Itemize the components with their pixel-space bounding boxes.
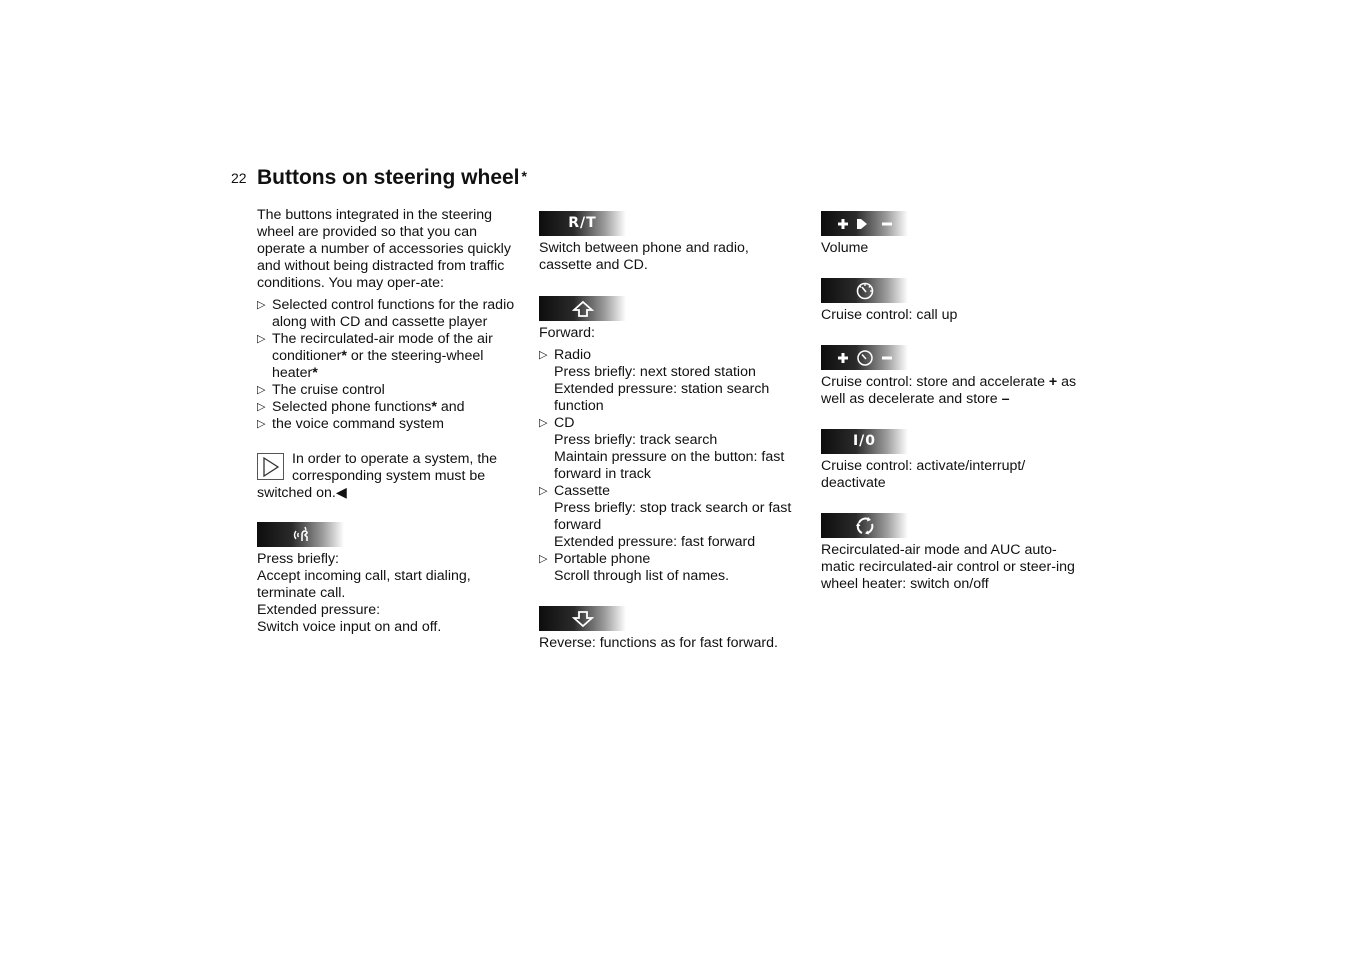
page-title — [257, 163, 527, 191]
recirculation-icon — [854, 516, 876, 536]
column-2 — [539, 207, 804, 652]
list-item-text: Selected phone functions — [272, 399, 432, 415]
forward-heading: Forward: — [539, 325, 595, 341]
voice-extended-pressure: Extended pressure: — [257, 602, 381, 618]
page-number: 22 — [231, 170, 247, 186]
list-item-text: The recirculated-air mode of the air conditioner — [272, 331, 493, 364]
list-item-text: or the steering-wheel heater — [272, 348, 484, 381]
volume-button-image — [821, 211, 908, 236]
note-box — [257, 451, 522, 502]
minus-symbol: – — [1001, 391, 1010, 407]
end-marker-icon: ◀ — [335, 485, 347, 501]
cd-title: ▷ CD — [554, 415, 575, 431]
arrow-down-icon — [572, 610, 594, 628]
cruise-call-button-image — [821, 278, 908, 303]
cruise-io-label: Cruise control: activate/interrupt/ deactivate — [821, 458, 1026, 491]
forward-functions-list — [539, 347, 804, 585]
cassette-title: ▷ Cassette — [554, 483, 610, 499]
radio-title: ▷ Radio — [554, 347, 592, 363]
cd-press-briefly: Press briefly: track search — [554, 432, 718, 448]
plus-symbol: + — [1048, 374, 1058, 390]
list-item — [539, 415, 804, 483]
voice-press-briefly-desc: Accept incoming call, start dialing, terminate call. — [257, 568, 471, 601]
voice-extended-pressure-desc: Switch voice input on and off. — [257, 619, 442, 635]
radio-press-briefly: Press briefly: next stored station — [554, 364, 756, 380]
note-triangle-icon — [257, 453, 284, 480]
voice-button-image — [257, 522, 344, 547]
list-item — [257, 382, 522, 399]
column-3 — [821, 207, 1086, 593]
reverse-description: Reverse: functions as for fast forward. — [539, 635, 778, 651]
volume-plus-minus-icon — [834, 215, 896, 233]
phone-title: ▷ Portable phone — [554, 551, 651, 567]
list-item — [257, 297, 522, 331]
asterisk: * — [431, 399, 437, 415]
asterisk: * — [312, 365, 318, 381]
cd-maintain-pressure: Maintain pressure on the button: fast forward in track — [554, 449, 785, 482]
speedometer-icon — [854, 281, 876, 301]
list-item — [257, 416, 522, 433]
operable-systems-list — [257, 297, 522, 433]
voice-command-icon — [290, 525, 312, 545]
list-item — [257, 399, 522, 416]
cruise-store-text: as well as decelerate and store — [821, 374, 1077, 407]
asterisk: * — [341, 348, 347, 364]
radio-extended-pressure: Extended pressure: station search function — [554, 381, 770, 414]
list-item-text: Selected control functions for the radio along with CD and cassette player — [272, 297, 515, 330]
phone-scroll: Scroll through list of names. — [554, 568, 730, 584]
intro-paragraph: The buttons integrated in the steering wheel are provided so that you can operate a number of accessories quickly and without being distracted from traffic conditions. You may oper-ate: — [257, 207, 511, 291]
volume-label: Volume — [821, 240, 869, 256]
list-item — [539, 483, 804, 551]
rt-button-image — [539, 211, 626, 236]
note-text: In order to operate a system, the corresponding system must be switched on. — [257, 451, 498, 501]
cassette-press-briefly: Press briefly: stop track search or fast forward — [554, 500, 792, 533]
list-item — [539, 551, 804, 585]
rt-button-label: R/T — [568, 215, 597, 231]
page-title-text: Buttons on steering wheel — [257, 166, 520, 189]
cruise-io-button-image — [821, 429, 908, 454]
reverse-button-image — [539, 606, 626, 631]
recirc-label: Recirculated-air mode and AUC auto-matic recirculated-air control or steer-ing wheel heater: switch on/off — [821, 542, 1075, 592]
cruise-plus-minus-icon — [834, 348, 896, 368]
voice-press-briefly: Press briefly: — [257, 551, 339, 567]
recirc-button-image — [821, 513, 908, 538]
arrow-up-icon — [572, 300, 594, 318]
cruise-store-label — [821, 374, 1086, 408]
list-item-text: The cruise control — [272, 382, 385, 398]
rt-description: Switch between phone and radio, cassette and CD. — [539, 240, 749, 273]
column-1 — [257, 207, 522, 636]
list-item-text: and — [436, 399, 465, 415]
forward-button-image — [539, 296, 626, 321]
cruise-call-label: Cruise control: call up — [821, 307, 958, 323]
list-item — [539, 347, 804, 415]
list-item-text: the voice command system — [272, 416, 444, 432]
cassette-extended-pressure: Extended pressure: fast forward — [554, 534, 756, 550]
cruise-store-text: Cruise control: store and accelerate — [821, 374, 1049, 390]
io-button-label: I/0 — [852, 433, 877, 449]
title-asterisk: * — [521, 168, 527, 184]
cruise-store-button-image — [821, 345, 908, 370]
list-item — [257, 331, 522, 382]
